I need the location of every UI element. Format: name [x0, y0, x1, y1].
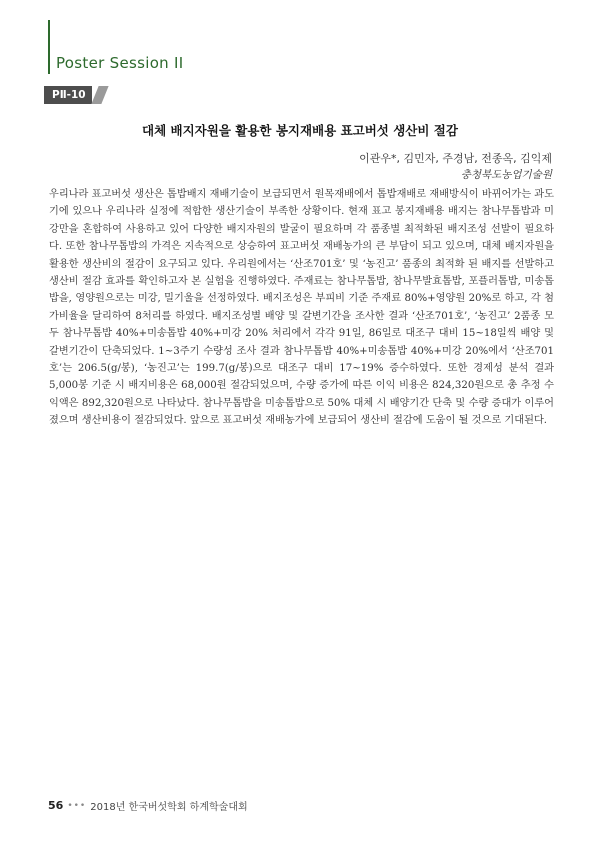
paper-authors: 이관우*, 김민자, 주경남, 전종옥, 김익제 [359, 152, 552, 165]
section-accent-line [48, 20, 50, 74]
page-number: 56 [48, 799, 64, 812]
poster-badge-label: PⅡ-10 [44, 86, 92, 104]
page-footer [48, 798, 248, 813]
badge-slash-decoration [91, 86, 108, 104]
paper-affiliation: 충청북도농업기술원 [460, 169, 552, 181]
section-title: Poster Session II [56, 54, 184, 72]
paper-abstract: 우리나라 표고버섯 생산은 톱밥배지 재배기술이 보급되면서 원목재배에서 톱밥재배로 재배방식이 바뀌어가는 과도기에 있으나 우리나라 실정에 적합한 생산기술이 부족한 상황이다. 현재 표고 봉지재배용 배지는 참나무톱밥과 미강만을 혼합하여 사용하고 있어 다양한 배지자원의 발굴이 필요하며 각 품종별 최적화된 배지조성 선발이 필요하다. 또한 참나무톱밥의 가격은 지속적으로 상승하여 표고버섯 재배농가의 큰 부담이 되고 있으며, 대체 배지자원을 활용한 생산비의 절감이 요구되고 있다. 우리원에서는 ‘산조701호’ 및 ‘농진고’ 품종의 최적화 된 배지를 선발하고 생산비 절감 효과를 확인하고자 본 실험을 진행하였다. 주재료는 참나무톱밥, 참나무발효톱밥, 포플러톱밥, 미송톱밥을, 영양원으로는 미강, 밀기울을 선정하였다. 배지조성은 부피비 기준 주재료 80%+영양원 20%로 하고, 각 첨가비율을 달리하여 8처리를 하였다. 배지조성별 배양 및 갈변기간을 조사한 결과 ‘산조701호’, ‘농진고’ 2품종 모두 참나무톱밥 40%+미송톱밥 40%+미강 20% 처리에서 각각 91일, 86일로 대조구 대비 15~18일씩 배양 및 갈변기간이 단축되었다. 1~3주기 수량성 조사 결과 참나무톱밥 40%+미송톱밥 40%+미강 20%에서 ‘산조701호’는 206.5(g/봉), ‘농진고’는 199.7(g/봉)으로 대조구 대비 17~19% 증수하였다. 또한 경제성 분석 결과 5,000봉 기준 시 배지비용은 68,000원 절감되었으며, 수량 증가에 따른 이익 비용은 824,320원으로 총 추정 수익액은 892,320원으로 나타났다. 참나무톱밥을 미송톱밥으로 50% 대체 시 배양기간 단축 및 수량 증대가 이루어졌으며 생산비용이 절감되었다. 앞으로 표고버섯 재배농가에 보급되어 생산비 절감에 도움이 될 것으로 기대된다. [49, 189, 554, 427]
footer-dots: ••• [67, 800, 87, 811]
footer-event: 2018년 한국버섯학회 하계학술대회 [90, 802, 248, 813]
poster-badge [44, 86, 105, 104]
paper-title: 대체 배지자원을 활용한 봉지재배용 표고버섯 생산비 절감 [142, 123, 458, 138]
